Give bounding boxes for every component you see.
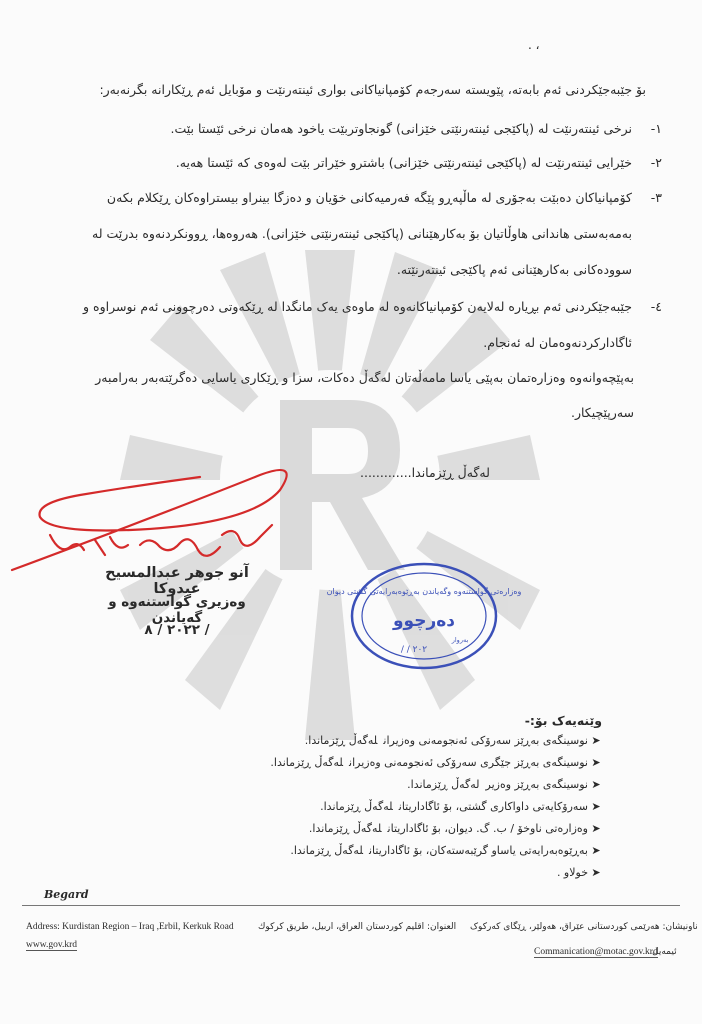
- arrow-bullet-icon: ➤: [591, 756, 601, 769]
- item-1-line-1: نرخی ئینتەرنێت لە (پاکێجی ئینتەرنێتی خێزانی) گونجاوتربێت یاخود هەمان نرخی ئێستا بێت.: [170, 121, 632, 136]
- cc-recipient: نوسینگەی بەڕێز جێگری سەرۆکی ئەنجومەنی وەزیران: [349, 756, 588, 769]
- stamp-main-text: دەرچوو: [392, 611, 456, 631]
- cc-item-5: [309, 822, 604, 836]
- arrow-bullet-icon: ➤: [591, 800, 601, 813]
- cc-item-7: [557, 866, 604, 880]
- cc-heading: وێنەیەک بۆ:-: [524, 713, 602, 728]
- arrow-bullet-icon: ➤: [591, 822, 601, 835]
- footer-website-link[interactable]: www.gov.krd: [26, 940, 78, 950]
- handwritten-signature: [10, 455, 310, 585]
- signature-date: ٢٠٢٢ / ٨ /: [144, 622, 210, 638]
- cc-recipient: وەزارەتی ناوخۆ / ب. گ. دیوان، بۆ ئاگاداریتان: [387, 822, 588, 835]
- item-number-1: -١: [650, 121, 662, 136]
- arrow-bullet-icon: ➤: [591, 734, 601, 747]
- footer-address-ar: العنوان: اقليم كوردستان العراق، اربيل، طريق كركوك: [258, 922, 457, 932]
- cc-note: لەگەڵ ڕێزماندا.: [290, 844, 363, 857]
- stamp-date-label: بەروار: [451, 636, 469, 644]
- cc-note: لەگەڵ ڕێزماندا.: [320, 800, 393, 813]
- item-3-line-2: بەمەبەستی هاندانی هاوڵاتیان بۆ بەکارهێنانی (پاکێجی ئینتەرنێتی خێزانی). هەروەها، ڕوونکردنەوە بدرێت لە: [92, 226, 632, 241]
- cc-recipient: نوسینگەی بەڕێز وەزیر: [485, 778, 588, 791]
- cc-item-4: [320, 800, 604, 814]
- cc-note: لەگەڵ ڕێزماندا.: [407, 778, 480, 791]
- cc-note: لەگەڵ ڕێزماندا.: [308, 822, 382, 835]
- item-3-line-3: سوودەکانی بەکارهێنانی ئەم پاکێجی ئینتەرنێتە.: [396, 262, 632, 277]
- cc-note: لەگەڵ ڕێزماندا.: [270, 756, 344, 769]
- stamp-ring-text: وەزارەتی گواستنەوە وگەیاندن بەڕێوەبەرایەتی گشتی دیوان: [326, 587, 522, 596]
- item-4-line-1: جێبەجێکردنی ئەم بڕیارە لەلایەن کۆمپانیاکانەوە لە ماوەی یەک مانگدا لە ڕێکەوتی دەرچوونی ئەم نوسراوە و: [83, 299, 632, 314]
- official-stamp: [326, 560, 522, 672]
- cc-item-2: [270, 756, 604, 770]
- intro-text: بۆ جێبەجێکردنی ئەم بابەتە، پێویستە سەرجەم کۆمپانیاکانی بواری ئینتەرنێت و مۆبایل ئەم ڕێکارانە بگرنەبەر:: [99, 82, 646, 97]
- footer-address-en: Address: Kurdistan Region – Iraq ,Erbil, Kerkuk Road: [26, 922, 234, 932]
- cc-recipient: نوسینگەی بەڕێز سەرۆکی ئەنجومەنی وەزیران: [383, 734, 588, 747]
- cc-recipient: خولاو .: [556, 866, 588, 879]
- closing-regards: لەگەڵ ڕێزماندا.............: [360, 465, 490, 480]
- item-3-line-1: کۆمپانیاکان دەبێت بەجۆری لە ماڵپەڕو پێگە فەرمیەکانی خۆیان و دەزگا بینراو بیستراوەکان ڕێکلام بکەن: [106, 190, 632, 205]
- item-2-line-1: خێرایی ئینتەرنێت لە (پاکێجی ئینتەرنێتی خێزانی) باشترو خێراتر بێت لەوەی کە ئێستا هەیە.: [175, 155, 632, 170]
- cc-item-3: [407, 778, 604, 792]
- arrow-bullet-icon: ➤: [591, 844, 601, 857]
- footer-address-ku: ناونیشان: هەرێمی کوردستانی عێراق، هەولێر، ڕێگای کەرکوک: [470, 922, 698, 932]
- warning-line-2: سەرپێچیکار.: [570, 405, 634, 420]
- warning-line-1: بەپێچەوانەوە وەزارەتمان بەپێی یاسا مامەڵەتان لەگەڵ دەکات، سزا و ڕێکاری یاسایی دەگرێتەبەر بەرامبەر: [95, 370, 634, 385]
- signatory-title: وەزیری گواستنەوە و گەیاندن: [108, 594, 246, 626]
- footer-email-label: ئیمەیل: [652, 947, 677, 957]
- item-number-2: -٢: [650, 155, 662, 170]
- item-number-4: -٤: [650, 299, 662, 314]
- footer-brand: Begard: [44, 888, 89, 901]
- header-marks: . ،: [528, 38, 540, 52]
- cc-item-1: [305, 734, 604, 748]
- stamp-date: / / ٢٠٢: [400, 645, 428, 655]
- signatory-name: آنو جوهر عبدالمسيح عبدوكا: [105, 565, 249, 597]
- cc-note: لەگەڵ ڕێزماندا.: [304, 734, 378, 747]
- cc-item-6: [290, 844, 604, 858]
- arrow-bullet-icon: ➤: [591, 866, 601, 879]
- item-4-line-2: ئاگادارکردنەوەمان لە ئەنجام.: [483, 335, 632, 350]
- arrow-bullet-icon: ➤: [591, 778, 601, 791]
- cc-recipient: سەرۆکایەتی داواکاری گشتی، بۆ ئاگاداریتان: [398, 800, 588, 813]
- footer-divider: [22, 905, 680, 906]
- footer-email-link[interactable]: Commanication@motac.gov.krd: [534, 947, 658, 957]
- cc-recipient: بەڕێوەبەرایەتی یاساو گرێبەستەکان، بۆ ئاگاداریتان: [368, 844, 588, 857]
- item-number-3: -٣: [650, 190, 662, 205]
